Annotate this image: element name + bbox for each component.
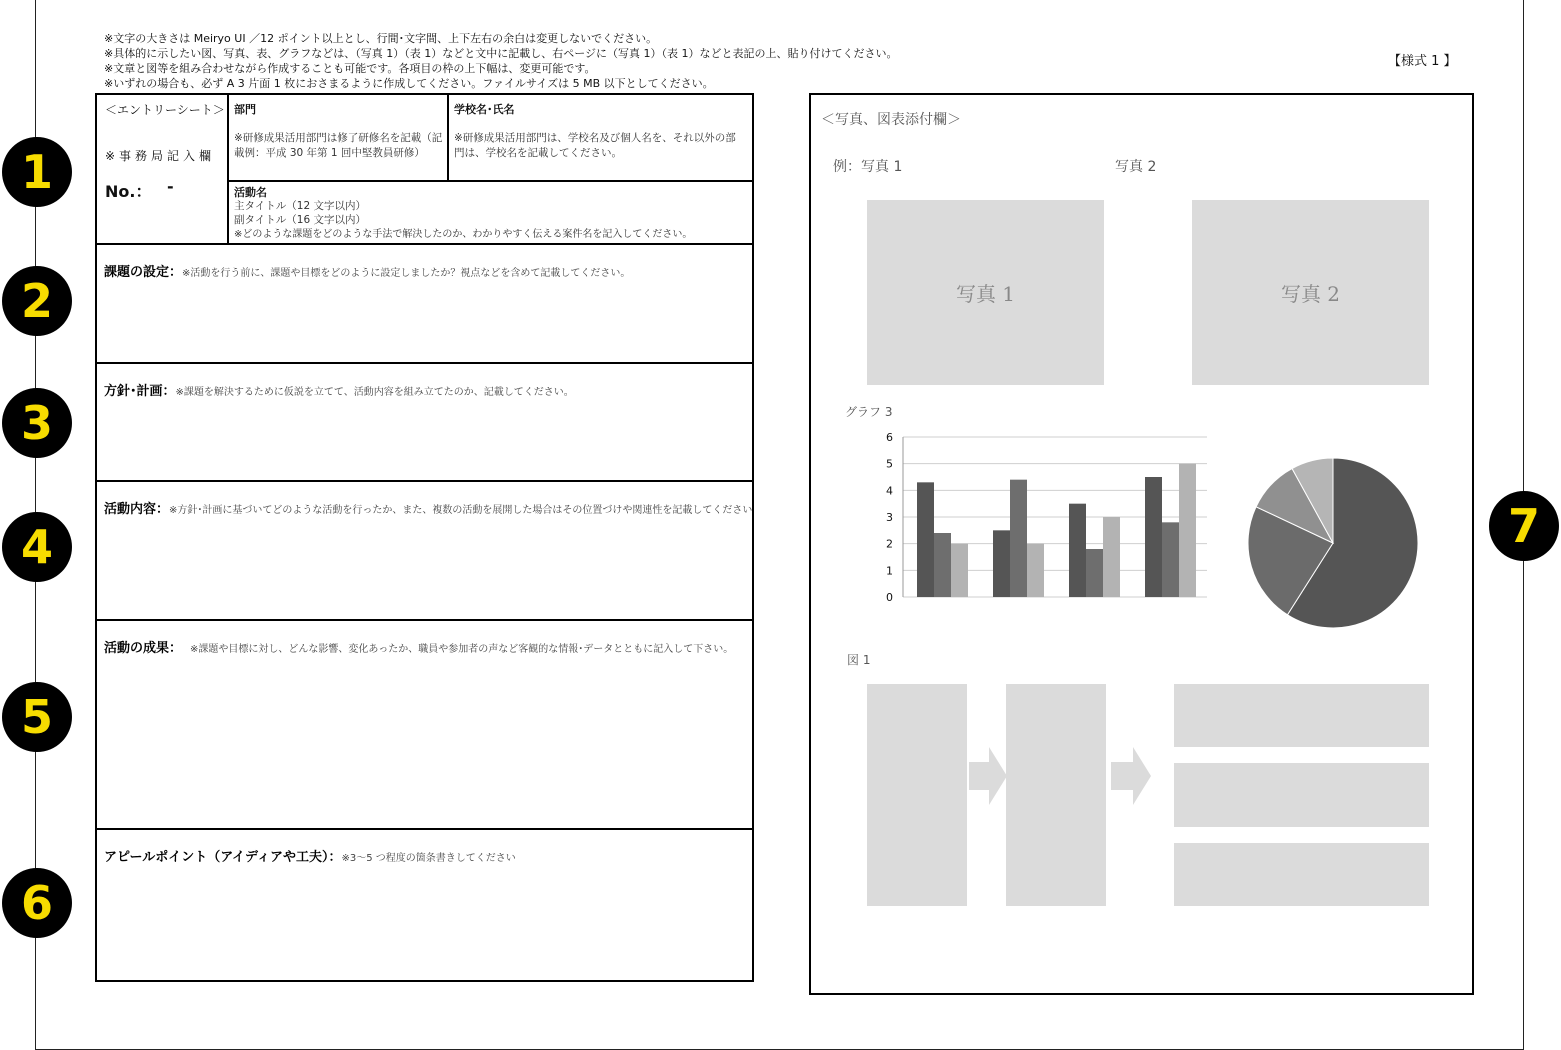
y-tick-label: 6 — [886, 431, 893, 444]
school-cell[interactable] — [447, 95, 753, 182]
section-hint: ※活動を行う前に、課題や目標をどのように設定しましたか？視点などを含めて記載してください。 — [182, 268, 631, 279]
note-line: ※いずれの場合も、必ず A 3 片面 1 枚におさまるように作成してください。ファイルサイズは 5 MB 以下としてください。 — [104, 77, 714, 90]
section-policy-plan[interactable] — [97, 364, 753, 482]
figure-block-5 — [1174, 843, 1429, 906]
main-title-hint: 主タイトル（12 文字以内） — [234, 200, 366, 212]
section-label: 方針･計画： — [104, 384, 176, 399]
y-tick-label: 5 — [886, 457, 893, 471]
attachment-panel-title: ＜写真、図表添付欄＞ — [821, 112, 961, 128]
activity-name-cell[interactable] — [227, 180, 753, 245]
figure-caption: 図 1 — [847, 653, 871, 667]
entry-number-label: No.： — [105, 182, 152, 201]
activity-name-hint: ※どのような課題をどのような手法で解決したのか、わかりやすく伝える案件名を記入してください。 — [234, 229, 693, 240]
graph-caption: グラフ 3 — [845, 405, 893, 419]
activity-name-label: 活動名 — [234, 186, 267, 199]
photo1-text: 写真 1 — [955, 282, 1016, 306]
section-label: 活動内容： — [104, 502, 170, 517]
office-use-label: ※事務局記入欄 — [105, 149, 216, 163]
department-hint: ※研修成果活用部門は修了研修名を記載（記載例：平成 30 年第 1 回中堅教員研修） — [234, 132, 443, 159]
department-cell[interactable] — [227, 95, 449, 182]
photo2-placeholder — [1192, 200, 1429, 385]
section-hint: ※課題や目標に対し、どんな影響、変化あったか、職員や参加者の声など客観的な情報･データとともに記入して下さい。 — [190, 644, 734, 655]
bar — [1179, 464, 1196, 597]
y-tick-label: 2 — [886, 537, 893, 551]
figure-block-4 — [1174, 763, 1429, 827]
entry-number-dash: - — [167, 177, 174, 196]
section-label: アピールポイント（アイディアや工夫）： — [104, 850, 342, 865]
marker-3: 3 — [2, 388, 72, 458]
section-appeal-points[interactable] — [97, 830, 753, 980]
photo1-caption: 例：写真 1 — [833, 159, 903, 175]
entry-form — [95, 93, 754, 982]
bar — [1162, 522, 1179, 597]
photo1-placeholder — [867, 200, 1104, 385]
bar — [1086, 549, 1103, 597]
y-tick-label: 1 — [886, 564, 893, 578]
bar — [1069, 504, 1086, 597]
figure-block-2 — [1006, 684, 1106, 906]
arrow-right-icon — [1111, 747, 1153, 805]
bar-chart — [851, 427, 1221, 607]
marker-1: 1 — [2, 137, 72, 207]
y-tick-label: 3 — [886, 511, 893, 524]
bar — [1010, 480, 1027, 597]
section-label: 活動の成果： — [104, 641, 183, 656]
attachment-panel — [809, 93, 1474, 995]
school-hint: ※研修成果活用部門は、学校名及び個人名を、それ以外の部門は、学校名を記載してください。 — [454, 132, 736, 159]
figure-block-1 — [867, 684, 967, 906]
section-activity-results[interactable] — [97, 621, 753, 830]
department-label: 部門 — [234, 103, 256, 116]
section-hint: ※方針･計画に基づいてどのような活動を行ったか、また、複数の活動を展開した場合はその位置づけや関連性を記載してください — [169, 505, 753, 516]
bar — [1103, 517, 1120, 597]
instruction-notes — [104, 31, 1104, 91]
section-label: 課題の設定： — [104, 265, 183, 280]
entry-sheet-title: ＜エントリーシート＞ — [105, 103, 225, 117]
figure-block-3 — [1174, 684, 1429, 747]
marker-5: 5 — [2, 682, 72, 752]
school-label: 学校名･氏名 — [454, 103, 515, 116]
bar — [951, 544, 968, 597]
note-line: ※文字の大きさは Meiryo UI ／12 ポイント以上とし、行間･文字間、上下左右の余白は変更しないでください。 — [104, 32, 658, 45]
entry-sheet-cell — [97, 95, 229, 245]
arrow-right-icon — [969, 747, 1009, 805]
photo2-text: 写真 2 — [1280, 282, 1341, 306]
y-tick-label: 0 — [886, 591, 893, 604]
style-label: 【様式 1 】 — [1388, 54, 1457, 69]
marker-2: 2 — [2, 266, 72, 336]
photo2-caption: 写真 2 — [1115, 159, 1157, 175]
bar — [1145, 477, 1162, 597]
y-tick-label: 4 — [886, 484, 893, 498]
marker-4: 4 — [2, 512, 72, 582]
marker-6: 6 — [2, 868, 72, 938]
note-line: ※文章と図等を組み合わせながら作成することも可能です。各項目の枠の上下幅は、変更可能です。 — [104, 62, 596, 75]
bar — [1027, 544, 1044, 597]
section-hint: ※課題を解決するために仮説を立てて、活動内容を組み立てたのか、記載してください。 — [175, 387, 574, 398]
marker-7: 7 — [1489, 491, 1559, 561]
sub-title-hint: 副タイトル（16 文字以内） — [234, 214, 366, 226]
note-line: ※具体的に示したい図、写真、表、グラフなどは、（写真 1）（表 1）などと文中に記載し、右ページに（写真 1）（表 1）などと表記の上、貼り付けてください。 — [104, 47, 898, 60]
bar — [993, 530, 1010, 597]
section-issue-setting[interactable] — [97, 245, 753, 364]
bar — [934, 533, 951, 597]
section-activity-content[interactable] — [97, 482, 753, 621]
pie-chart — [1243, 453, 1423, 633]
bar — [917, 482, 934, 597]
section-hint: ※3～5 つ程度の箇条書きしてください — [341, 853, 516, 864]
